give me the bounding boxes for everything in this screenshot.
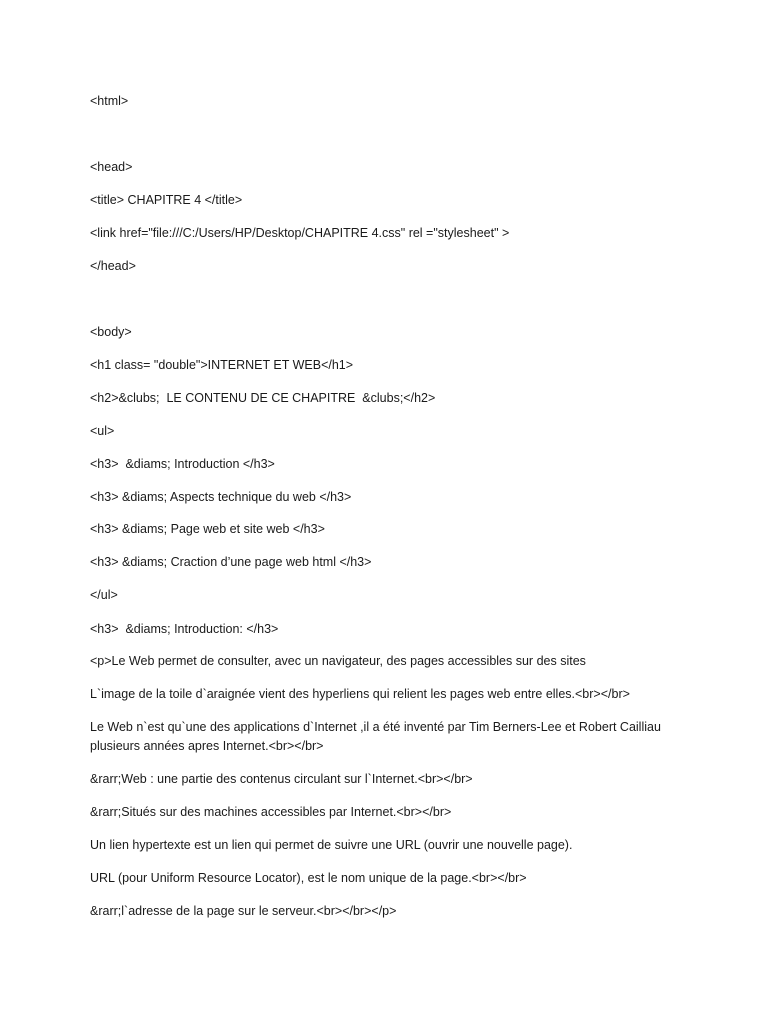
code-line-rarr-situes: &rarr;Situés sur des machines accessibles par Internet.<br></br> — [90, 805, 452, 819]
code-line-ul-close: </ul> — [90, 588, 118, 602]
code-line-link: <link href="file:///C:/Users/HP/Desktop/CHAPITRE 4.css" rel ="stylesheet" > — [90, 226, 510, 240]
code-line-ul-open: <ul> — [90, 424, 115, 438]
code-line-hyperlien: Un lien hypertexte est un lien qui permet de suivre une URL (ouvrir une nouvelle page). — [90, 838, 573, 852]
code-line-h3-aspects: <h3> &diams; Aspects technique du web </h3> — [90, 490, 352, 504]
code-line-title: <title> CHAPITRE 4 </title> — [90, 193, 243, 207]
code-line-h3-intro: <h3> &diams; Introduction </h3> — [90, 457, 275, 471]
code-line-h2: <h2>&clubs; LE CONTENU DE CE CHAPITRE &clubs;</h2> — [90, 391, 436, 405]
code-line-url: URL (pour Uniform Resource Locator), est le nom unique de la page.<br></br> — [90, 871, 527, 885]
code-line-html-open: <html> — [90, 94, 129, 108]
code-line-toile: L`image de la toile d`araignée vient des hyperliens qui relient les pages web entre elles.<br></br> — [90, 687, 630, 701]
code-line-h3-intro2: <h3> &diams; Introduction: </h3> — [90, 622, 279, 636]
code-line-p-web: <p>Le Web permet de consulter, avec un navigateur, des pages accessibles sur des sites — [90, 654, 586, 668]
code-line-h1: <h1 class= "double">INTERNET ET WEB</h1> — [90, 358, 354, 372]
code-line-h3-craction: <h3> &diams; Craction d’une page web html </h3> — [90, 555, 372, 569]
code-line-rarr-web: &rarr;Web : une partie des contenus circulant sur l`Internet.<br></br> — [90, 772, 473, 786]
code-line-rarr-adresse: &rarr;l`adresse de la page sur le serveur.<br></br></p> — [90, 904, 397, 918]
code-line-body-open: <body> — [90, 325, 132, 339]
code-line-head-open: <head> — [90, 160, 133, 174]
code-line-h3-page: <h3> &diams; Page web et site web </h3> — [90, 522, 325, 536]
code-line-web-app: Le Web n`est qu`une des applications d`Internet ,il a été inventé par Tim Berners-Lee et Robert Cailliau plusieurs années apres Internet.<br></br> — [90, 720, 665, 753]
code-line-head-close: </head> — [90, 259, 136, 273]
